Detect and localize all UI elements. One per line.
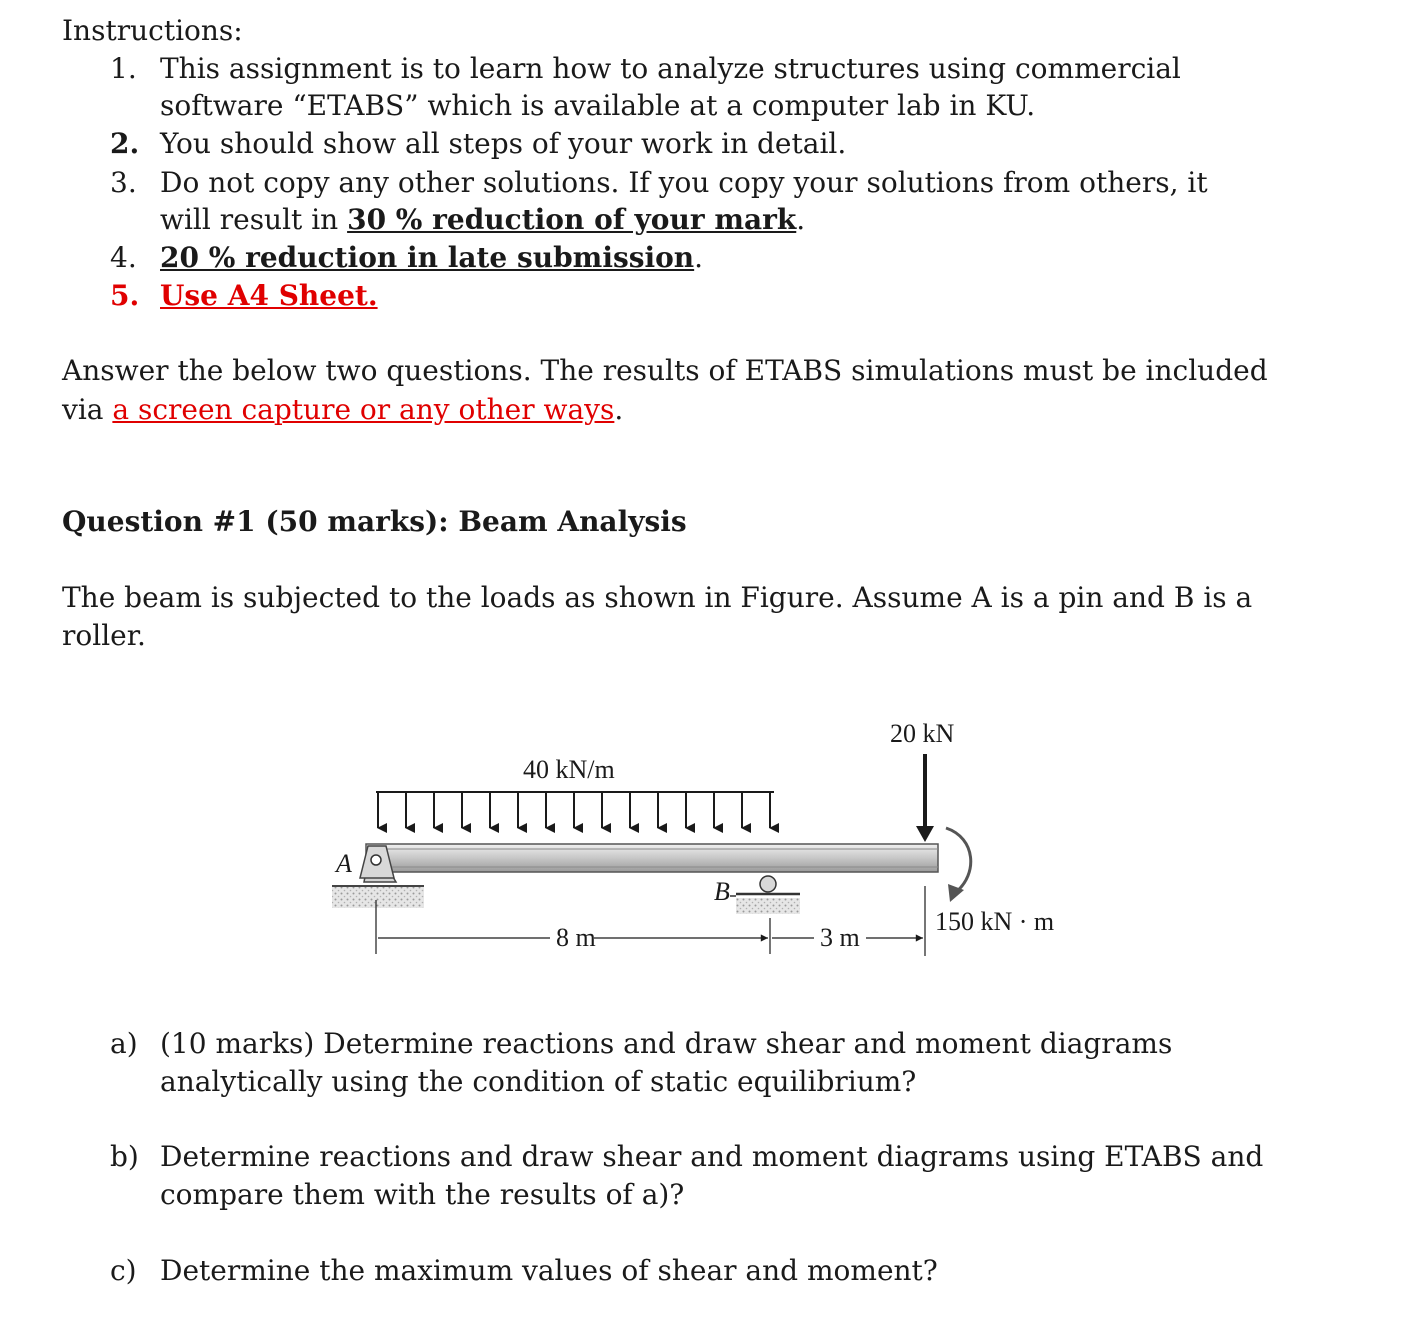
item-3-prefix: will result in: [160, 203, 348, 236]
answer-note-line-2: [62, 391, 623, 429]
moment-arrow: [946, 828, 971, 902]
part-b-line-1: Determine reactions and draw shear and moment diagrams using ETABS and: [160, 1140, 1264, 1173]
answer-note-suffix: .: [614, 393, 624, 426]
item-4-emphasis: 20 % reduction in late submission: [160, 241, 695, 274]
answer-note-line-1: Answer the below two questions. The results of ETABS simulations must be included: [62, 354, 1268, 387]
item-number: 3.: [110, 166, 137, 199]
instruction-item-3-line-1: Do not copy any other solutions. If you copy your solutions from others, it: [160, 166, 1208, 199]
label-a: A: [336, 849, 352, 878]
moment-label: 150 kN · m: [935, 907, 1055, 936]
point-load-arrow: [916, 754, 934, 842]
span-2-label: 3 m: [820, 923, 860, 952]
part-b-label: b): [110, 1140, 139, 1173]
instruction-item-1-line-2: software “ETABS” which is available at a computer lab in KU.: [160, 89, 1036, 122]
part-c-line-1: Determine the maximum values of shear and moment?: [160, 1254, 938, 1287]
distributed-load-label: 40 kN/m: [523, 755, 615, 784]
label-b: B: [714, 877, 730, 906]
item-4-suffix: .: [694, 241, 704, 274]
beam-figure: [328, 712, 1068, 968]
screen-capture-link[interactable]: a screen capture or any other ways: [112, 393, 615, 426]
answer-note-prefix: via: [62, 393, 113, 426]
item-3-emphasis: 30 % reduction of your mark: [347, 203, 797, 236]
beam: [366, 844, 938, 872]
instructions-heading: Instructions:: [62, 14, 243, 47]
span-1-label: 8 m: [556, 923, 596, 952]
instruction-item-3-line-2: [160, 201, 805, 239]
point-load-label: 20 kN: [890, 719, 955, 748]
question-1-description-line-1: The beam is subjected to the loads as shown in Figure. Assume A is a pin and B is a: [62, 581, 1253, 614]
part-a-line-2: analytically using the condition of static equilibrium?: [160, 1065, 917, 1098]
instruction-item-2: You should show all steps of your work in detail.: [160, 127, 847, 160]
roller-support-b: [736, 876, 800, 914]
instruction-item-4: [160, 239, 703, 277]
part-b-line-2: compare them with the results of a)?: [160, 1178, 685, 1211]
item-number: 5.: [110, 279, 140, 312]
item-number: 2.: [110, 127, 140, 160]
item-3-suffix: .: [796, 203, 806, 236]
distributed-load-arrows: [376, 792, 774, 828]
item-number: 4.: [110, 241, 137, 274]
instruction-item-1-line-1: This assignment is to learn how to analyze structures using commercial: [160, 52, 1181, 85]
item-number: 1.: [110, 52, 137, 85]
instruction-item-5: Use A4 Sheet.: [160, 279, 378, 312]
part-a-label: a): [110, 1027, 138, 1060]
part-a-line-1: (10 marks) Determine reactions and draw shear and moment diagrams: [160, 1027, 1173, 1060]
question-1-title: Question #1 (50 marks): Beam Analysis: [62, 505, 687, 538]
part-c-label: c): [110, 1254, 137, 1287]
question-1-description-line-2: roller.: [62, 619, 146, 652]
